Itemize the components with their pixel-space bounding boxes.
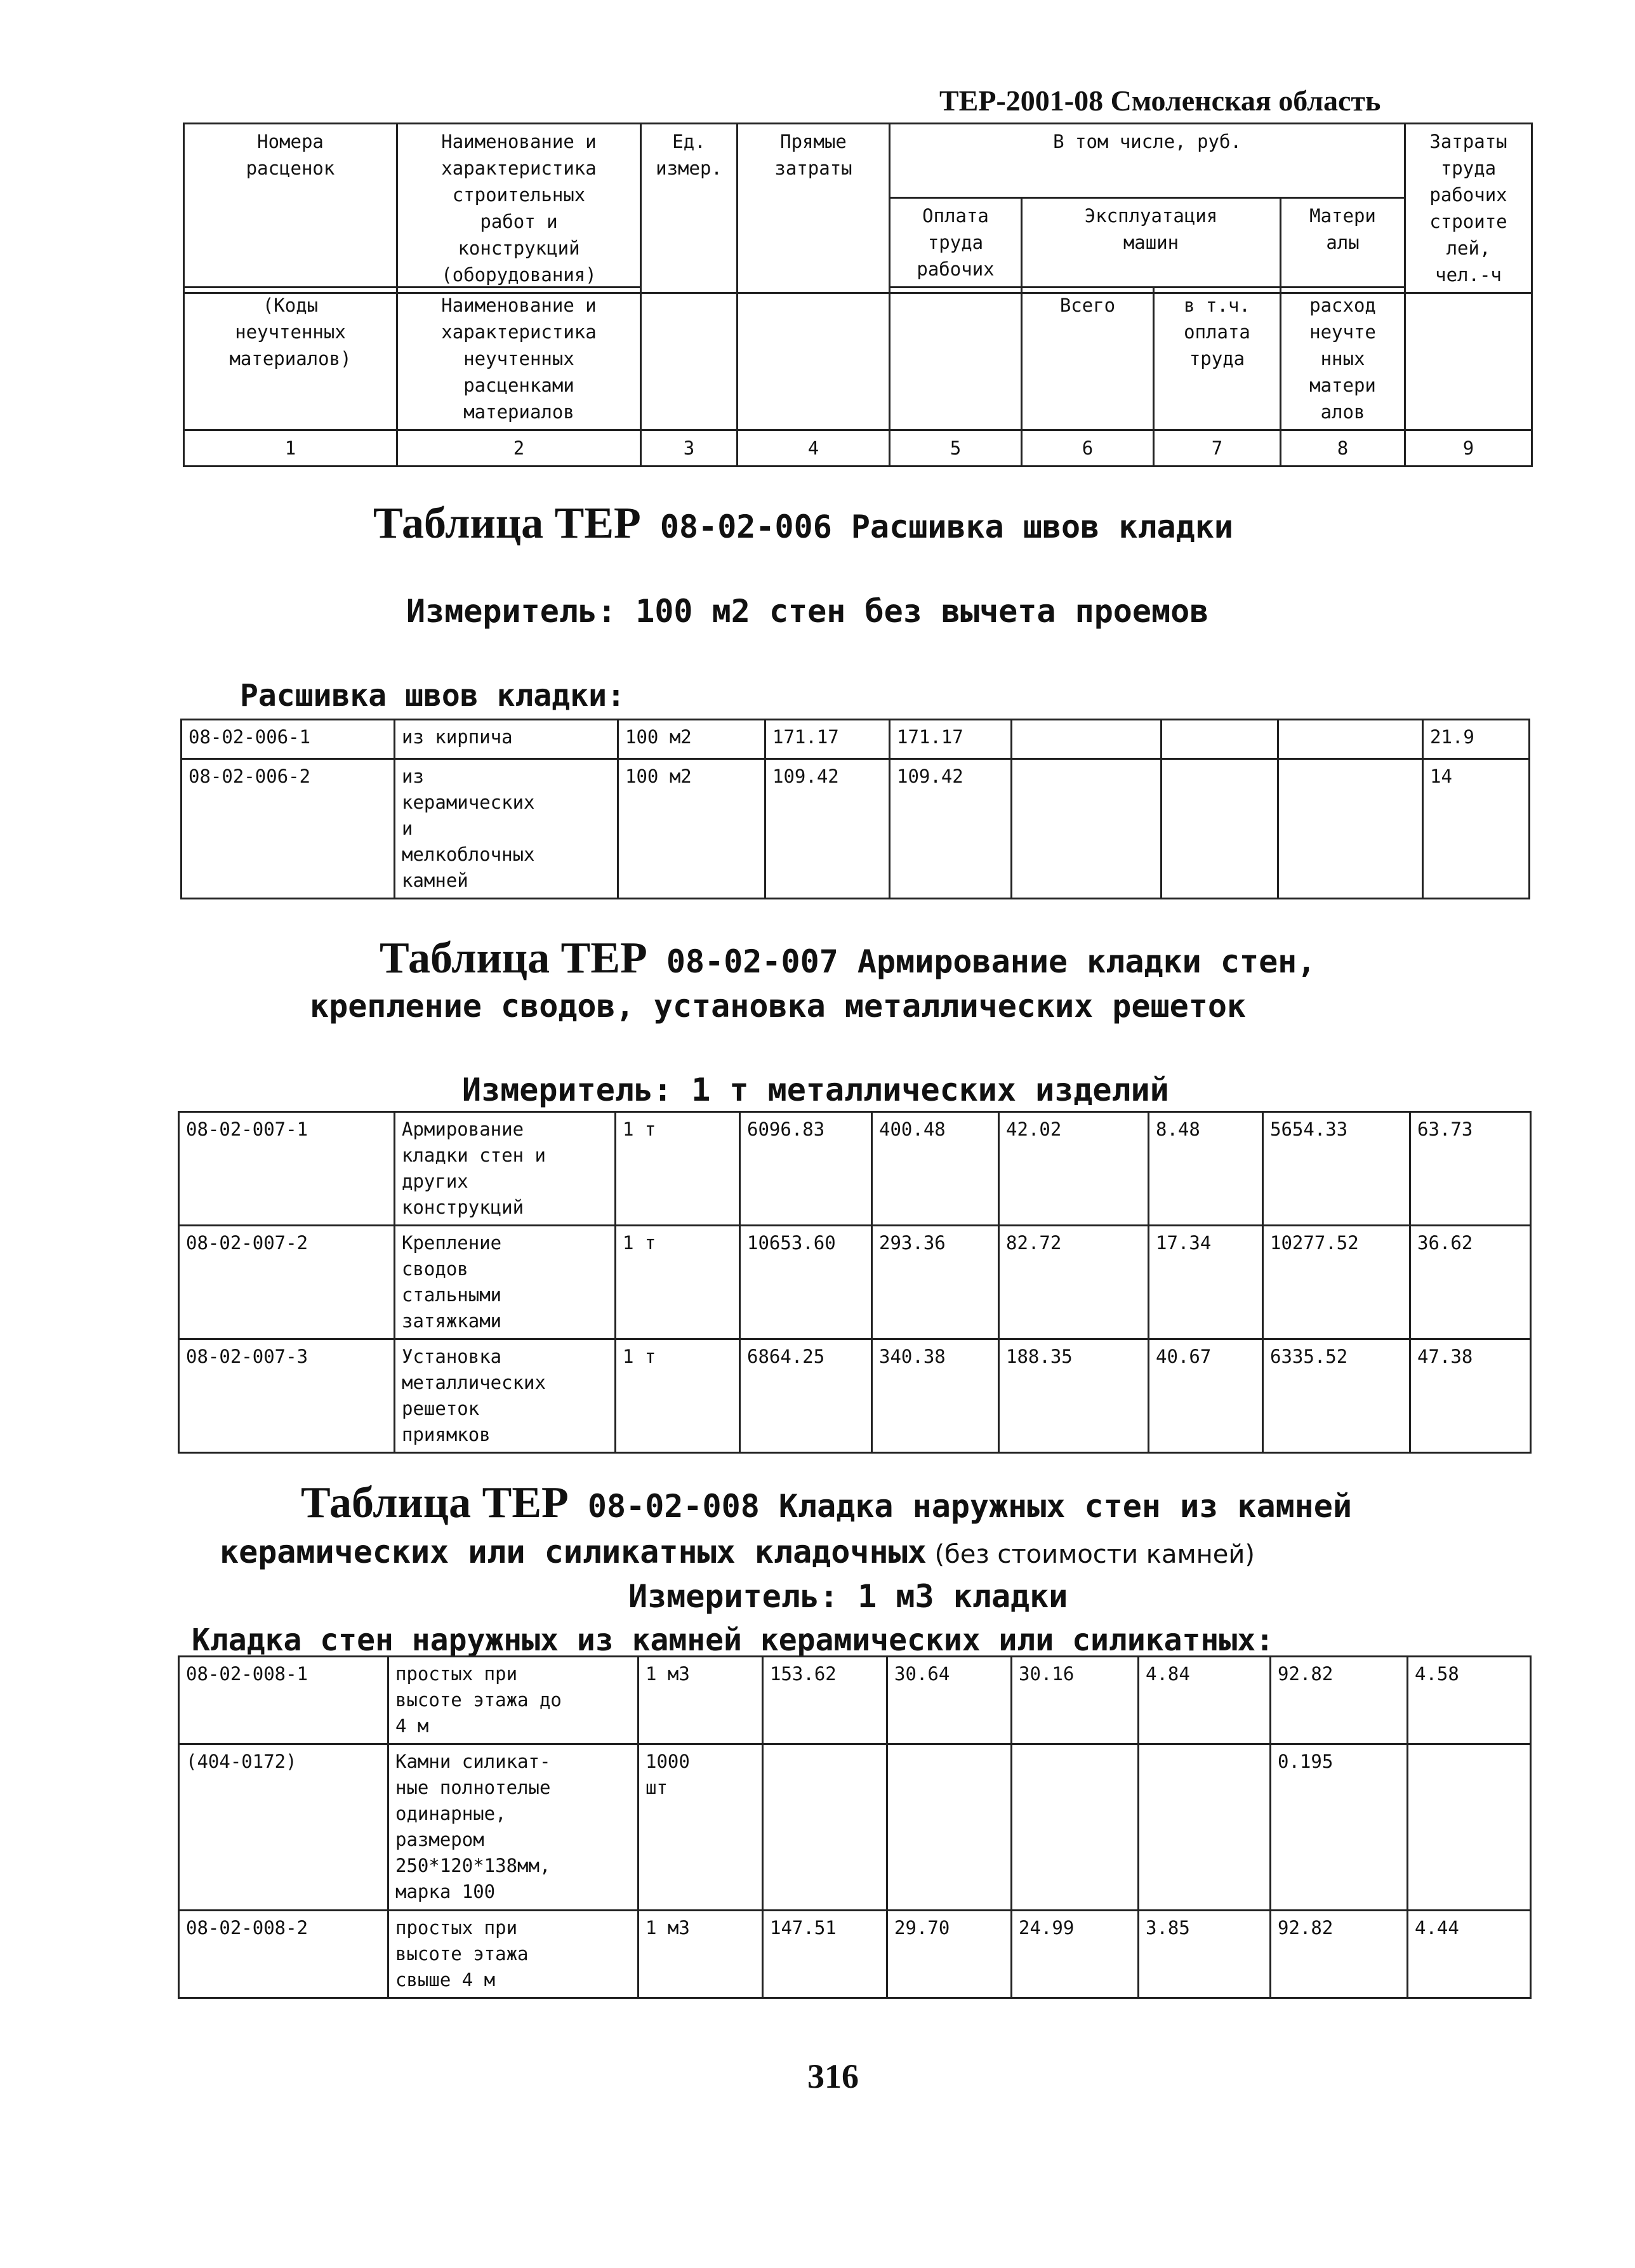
worker-pay	[887, 1744, 1012, 1911]
table-title-line2-text: керамических или силикатных кладочных	[220, 1534, 927, 1570]
unit: 1 т	[616, 1339, 740, 1453]
unit: 1 т	[616, 1226, 740, 1339]
direct-costs: 153.62	[763, 1657, 887, 1744]
unit: 1 м3	[639, 1657, 763, 1744]
materials	[1278, 759, 1423, 899]
table-08-02-006	[180, 719, 1530, 899]
table-title-08-02-008-line2	[220, 1534, 1255, 1570]
direct-costs: 10653.60	[740, 1226, 872, 1339]
unit: 1000 шт	[639, 1744, 763, 1911]
rate-code: 08-02-007-2	[179, 1226, 395, 1339]
machine-pay: 17.34	[1149, 1226, 1263, 1339]
worker-pay: 29.70	[887, 1911, 1012, 1998]
header-labor: Затраты труда рабочих строите лей, чел.-ч	[1405, 124, 1532, 293]
col-number: 7	[1154, 430, 1281, 467]
header-machine-operation: Эксплуатация машин	[1022, 198, 1281, 288]
material-name: Камни силикат- ные полнотелые одинарные, размером 250*120*138мм, марка 100	[388, 1744, 639, 1911]
machine-total	[1012, 720, 1162, 759]
table-title-08-02-008	[301, 1478, 1352, 1529]
col-number: 8	[1281, 430, 1405, 467]
machine-pay	[1162, 759, 1278, 899]
table-title-note: (без стоимости камней)	[926, 1540, 1255, 1569]
worker-pay: 340.38	[872, 1339, 999, 1453]
measure-unit-08-02-008: Измеритель: 1 м3 кладки	[628, 1578, 1068, 1615]
rate-code: 08-02-008-2	[179, 1911, 388, 1998]
header-material-codes: (Коды неучтенных материалов)	[184, 288, 397, 430]
header-machine-total: Всего	[1022, 288, 1154, 430]
materials: 5654.33	[1263, 1112, 1410, 1226]
machine-total	[1012, 1744, 1139, 1911]
table-row	[179, 1339, 1531, 1453]
direct-costs: 6864.25	[740, 1339, 872, 1453]
machine-total: 42.02	[999, 1112, 1149, 1226]
table-title-text: 08-02-007 Армирование кладки стен,	[647, 943, 1316, 980]
material-consumption: 0.195	[1271, 1744, 1408, 1911]
worker-pay: 293.36	[872, 1226, 999, 1339]
col-number: 3	[641, 430, 738, 467]
labor	[1408, 1744, 1531, 1911]
machine-pay	[1139, 1744, 1271, 1911]
machine-pay: 3.85	[1139, 1911, 1271, 1998]
materials: 6335.52	[1263, 1339, 1410, 1453]
table-08-02-008	[178, 1655, 1532, 1999]
worker-pay: 30.64	[887, 1657, 1012, 1744]
rate-code: 08-02-008-1	[179, 1657, 388, 1744]
col-number: 2	[397, 430, 641, 467]
table-title-08-02-007-line2: крепление сводов, установка металлических решеток	[310, 988, 1247, 1025]
direct-costs	[763, 1744, 887, 1911]
labor: 14	[1423, 759, 1530, 899]
col-number: 4	[738, 430, 890, 467]
machine-total: 24.99	[1012, 1911, 1139, 1998]
subtitle-08-02-006: Расшивка швов кладки:	[240, 678, 625, 713]
table-row	[179, 1911, 1531, 1998]
rate-code: 08-02-006-1	[182, 720, 395, 759]
header-material-names: Наименование и характеристика неучтенных расценками материалов	[397, 288, 641, 430]
direct-costs: 109.42	[765, 759, 890, 899]
col-number: 5	[890, 430, 1022, 467]
table-row	[179, 1112, 1531, 1226]
rate-code: 08-02-007-3	[179, 1339, 395, 1453]
worker-pay: 400.48	[872, 1112, 999, 1226]
col-number: 9	[1405, 430, 1532, 467]
labor: 36.62	[1410, 1226, 1531, 1339]
machine-total: 30.16	[1012, 1657, 1139, 1744]
worker-pay: 109.42	[890, 759, 1012, 899]
machine-pay: 4.84	[1139, 1657, 1271, 1744]
measure-unit-08-02-006: Измеритель: 100 м2 стен без вычета проемов	[406, 593, 1209, 630]
rate-code: 08-02-006-2	[182, 759, 395, 899]
header-codes: Номера расценок	[184, 124, 397, 293]
labor: 4.44	[1408, 1911, 1531, 1998]
work-name: простых при высоте этажа свыше 4 м	[388, 1911, 639, 1998]
column-subheader-table	[183, 197, 1533, 467]
direct-costs: 171.17	[765, 720, 890, 759]
labor: 4.58	[1408, 1657, 1531, 1744]
table-title-text: 08-02-006 Расшивка швов кладки	[640, 508, 1233, 545]
labor: 21.9	[1423, 720, 1530, 759]
table-08-02-007	[178, 1111, 1532, 1454]
header-machine-pay: в т.ч. оплата труда	[1154, 288, 1281, 430]
labor: 63.73	[1410, 1112, 1531, 1226]
table-title-08-02-006	[373, 498, 1233, 549]
work-name: Крепление сводов стальными затяжками	[395, 1226, 616, 1339]
col-number: 1	[184, 430, 397, 467]
machine-total	[1012, 759, 1162, 899]
header-materials: Матери алы	[1281, 198, 1405, 288]
header-unit: Ед. измер.	[641, 124, 738, 293]
header-including: В том числе, руб.	[890, 124, 1405, 293]
table-title-lead: Таблица ТЕР	[301, 1478, 569, 1527]
materials: 10277.52	[1263, 1226, 1410, 1339]
labor: 47.38	[1410, 1339, 1531, 1453]
materials	[1278, 720, 1423, 759]
table-title-lead: Таблица ТЕР	[373, 499, 641, 548]
table-row	[179, 1657, 1531, 1744]
header-direct-costs: Прямые затраты	[738, 124, 890, 293]
direct-costs: 147.51	[763, 1911, 887, 1998]
work-name: из керамических и мелкоблочных камней	[395, 759, 618, 899]
unit: 1 м3	[639, 1911, 763, 1998]
unit: 1 т	[616, 1112, 740, 1226]
table-row	[182, 759, 1530, 899]
header-name: Наименование и характеристика строительных работ и конструкций (оборудования)	[397, 124, 641, 293]
work-name: из кирпича	[395, 720, 618, 759]
material-code: (404-0172)	[179, 1744, 388, 1911]
page-number: 316	[807, 2057, 859, 2095]
work-name: Установка металлических решеток приямков	[395, 1339, 616, 1453]
materials: 92.82	[1271, 1657, 1408, 1744]
work-name: простых при высоте этажа до 4 м	[388, 1657, 639, 1744]
col-number: 6	[1022, 430, 1154, 467]
measure-unit-08-02-007: Измеритель: 1 т металлических изделий	[462, 1071, 1169, 1108]
table-row	[179, 1226, 1531, 1339]
table-title-08-02-007	[380, 933, 1316, 984]
running-header: ТЕР-2001-08 Смоленская область	[939, 84, 1381, 117]
unit: 100 м2	[618, 759, 765, 899]
machine-pay: 8.48	[1149, 1112, 1263, 1226]
machine-total: 82.72	[999, 1226, 1149, 1339]
work-name: Армирование кладки стен и других конструкций	[395, 1112, 616, 1226]
header-worker-pay: Оплата труда рабочих	[890, 198, 1022, 288]
rate-code: 08-02-007-1	[179, 1112, 395, 1226]
worker-pay: 171.17	[890, 720, 1012, 759]
machine-pay	[1162, 720, 1278, 759]
table-row	[182, 720, 1530, 759]
unit: 100 м2	[618, 720, 765, 759]
machine-pay: 40.67	[1149, 1339, 1263, 1453]
table-title-lead: Таблица ТЕР	[380, 934, 647, 983]
machine-total: 188.35	[999, 1339, 1149, 1453]
table-row	[179, 1744, 1531, 1911]
header-material-consumption: расход неучте нных матери алов	[1281, 288, 1405, 430]
table-title-text: 08-02-008 Кладка наружных стен из камней	[568, 1488, 1352, 1525]
subtitle-08-02-008: Кладка стен наружных из камней керамических или силикатных:	[192, 1622, 1274, 1658]
materials: 92.82	[1271, 1911, 1408, 1998]
direct-costs: 6096.83	[740, 1112, 872, 1226]
